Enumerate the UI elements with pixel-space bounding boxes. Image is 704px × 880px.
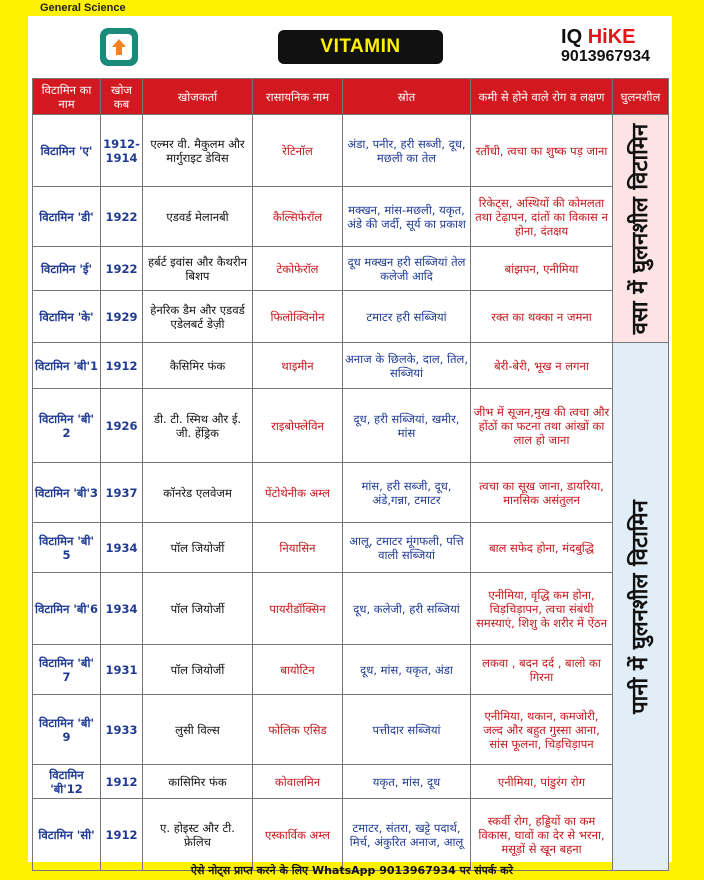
cell-src: आलू, टमाटर मूंगफली, पत्ति वाली सब्जियां [343, 523, 471, 573]
cell-year: 1912-1914 [101, 115, 143, 187]
arrow-up-icon [106, 34, 132, 60]
cell-year: 1937 [101, 463, 143, 523]
cell-chem: थाइमीन [253, 343, 343, 389]
cell-src: दूध, मांस, यकृत, अंडा [343, 645, 471, 695]
brand-prefix: IQ [561, 26, 588, 48]
cell-disc: पॉल जियोर्जी [143, 523, 253, 573]
cell-def: रतौंधी, त्वचा का शुष्क पड़ जाना [471, 115, 613, 187]
cell-year: 1926 [101, 389, 143, 463]
cell-chem: बायोटिन [253, 645, 343, 695]
col-header: खोजकर्ता [143, 79, 253, 115]
cell-name: विटामिन 'बी' 9 [33, 695, 101, 765]
cell-chem: नियासिन [253, 523, 343, 573]
cell-year: 1922 [101, 247, 143, 291]
table-row [33, 115, 669, 187]
cell-year: 1934 [101, 523, 143, 573]
cell-chem: फोलिक एसिड [253, 695, 343, 765]
table-row [33, 799, 669, 871]
table-row [33, 463, 669, 523]
brand [561, 26, 650, 66]
cell-chem: फिलोक्विनोन [253, 291, 343, 343]
cell-def: त्वचा का सूख जाना, डायरिया, मानसिक असंतुलन [471, 463, 613, 523]
col-header: घुलनशील [613, 79, 669, 115]
table-row [33, 695, 669, 765]
table-row [33, 343, 669, 389]
cell-name: विटामिन 'बी' 7 [33, 645, 101, 695]
cell-def: बाल सफेद होना, मंदबुद्धि [471, 523, 613, 573]
cell-year: 1912 [101, 799, 143, 871]
table-row [33, 291, 669, 343]
cell-src: अनाज के छिलके, दाल, तिल, सब्जियां [343, 343, 471, 389]
cell-def: स्कर्वी रोग, हड्डियों का कम विकास, घावों का देर से भरना, मसूड़ों से खून बहना [471, 799, 613, 871]
table-row [33, 389, 669, 463]
cell-disc: एल्मर वी. मैकुलम और मार्गुराइट डेविस [143, 115, 253, 187]
cell-def: एनीमिया, पांडुरंग रोग [471, 765, 613, 799]
cell-chem: कोवालमिन [253, 765, 343, 799]
cell-def: एनीमिया, वृद्धि कम होना, चिड़चिड़ापन, त्वचा संबंधी समस्याएं, शिशु के शरीर में ऐंठन [471, 573, 613, 645]
cell-disc: पॉल जियोर्जी [143, 645, 253, 695]
top-label: General Science [40, 2, 126, 14]
col-header: रासायनिक नाम [253, 79, 343, 115]
cell-disc: ए. होइस्ट और टी. फ्रेलिच [143, 799, 253, 871]
cell-def: रिकेट्स, अस्थियों की कोमलता तथा टेढ़ापन, दांतों का विकास न होना, दंतक्षय [471, 187, 613, 247]
brand-highlight: HiKE [587, 26, 636, 48]
cell-chem: कैल्सिफेरॉल [253, 187, 343, 247]
cell-src: मांस, हरी सब्जी, दूध, अंडे,गन्ना, टमाटर [343, 463, 471, 523]
cell-disc: हेनरिक डैम और एडवर्ड एडेलबर्ट डेज़ी [143, 291, 253, 343]
cell-disc: कैसिमिर फंक [143, 343, 253, 389]
header [28, 16, 672, 76]
cell-disc: लुसी विल्स [143, 695, 253, 765]
cell-name: विटामिन 'के' [33, 291, 101, 343]
cell-disc: कासिमिर फंक [143, 765, 253, 799]
cell-year: 1929 [101, 291, 143, 343]
table-row [33, 523, 669, 573]
col-header: खोज कब [101, 79, 143, 115]
cell-def: लकवा , बदन दर्द , बालो का गिरना [471, 645, 613, 695]
cell-name: विटामिन 'डी' [33, 187, 101, 247]
table-row [33, 765, 669, 799]
cell-src: पत्तीदार सब्जियां [343, 695, 471, 765]
cell-def: एनीमिया, थकान, कमजोरी, जल्द और बहुत गुस्सा आना, सांस फूलना, चिड़चिड़ापन [471, 695, 613, 765]
table-row [33, 187, 669, 247]
vitamin-table [32, 78, 669, 871]
category-fat-soluble [613, 115, 669, 343]
cell-chem: टेकोफेरॉल [253, 247, 343, 291]
cell-year: 1934 [101, 573, 143, 645]
cell-name: विटामिन 'बी' 5 [33, 523, 101, 573]
cell-name: विटामिन 'बी' 2 [33, 389, 101, 463]
col-header: स्रोत [343, 79, 471, 115]
cell-src: टमाटर, संतरा, खट्टे पदार्थ, मिर्च, अंकुरित अनाज, आलू [343, 799, 471, 871]
cell-src: अंडा, पनीर, हरी सब्जी, दूध, मछली का तेल [343, 115, 471, 187]
table-row [33, 573, 669, 645]
brand-phone: 9013967934 [561, 48, 650, 65]
category-label: वसा में घुलनशील विटामिन [627, 123, 653, 334]
cell-name: विटामिन 'सी' [33, 799, 101, 871]
cell-name: विटामिन 'बी'3 [33, 463, 101, 523]
footer-note: ऐसे नोट्स प्राप्त करने के लिए WhatsApp 9013967934 पर संपर्क करे [190, 864, 514, 877]
cell-src: दूध, हरी सब्जियां, खमीर, मांस [343, 389, 471, 463]
cell-year: 1933 [101, 695, 143, 765]
cell-disc: एडवर्ड मेलानबी [143, 187, 253, 247]
cell-name: विटामिन 'बी'12 [33, 765, 101, 799]
logo [100, 28, 138, 66]
cell-src: मक्खन, मांस-मछली, यकृत, अंडे की जर्दी, सूर्य का प्रकाश [343, 187, 471, 247]
col-header: कमी से होने वाले रोग व लक्षण [471, 79, 613, 115]
cell-year: 1912 [101, 343, 143, 389]
cell-def: रक्त का थक्का न जमना [471, 291, 613, 343]
category-water-soluble [613, 343, 669, 871]
cell-disc: पॉल जियोर्जी [143, 573, 253, 645]
cell-chem: पायरीडॉक्सिन [253, 573, 343, 645]
cell-chem: राइबोफ्लेविन [253, 389, 343, 463]
cell-chem: पेंटोथेनीक अम्ल [253, 463, 343, 523]
cell-year: 1931 [101, 645, 143, 695]
cell-name: विटामिन 'ए' [33, 115, 101, 187]
content-card [28, 16, 672, 862]
cell-src: टमाटर हरी सब्जियां [343, 291, 471, 343]
cell-chem: रेटिनॉल [253, 115, 343, 187]
cell-src: यकृत, मांस, दूध [343, 765, 471, 799]
col-header: विटामिन का नाम [33, 79, 101, 115]
category-label: पानी में घुलनशील विटामिन [627, 499, 653, 714]
cell-name: विटामिन 'ई' [33, 247, 101, 291]
cell-def: बांझपन, एनीमिया [471, 247, 613, 291]
cell-disc: डी. टी. स्मिथ और ई. जी. हेंड्रिक [143, 389, 253, 463]
cell-year: 1912 [101, 765, 143, 799]
cell-chem: एस्कार्विक अम्ल [253, 799, 343, 871]
cell-src: दूध मक्खन हरी सब्जियां तेल कलेजी आदि [343, 247, 471, 291]
cell-def: जीभ में सूजन,मुख की त्वचा और होंठों का फटना तथा आंखों का लाल हो जाना [471, 389, 613, 463]
cell-disc: हर्बर्ट इवांस और कैथरीन बिशप [143, 247, 253, 291]
cell-def: बेरी-बेरी, भूख न लगना [471, 343, 613, 389]
table-row [33, 645, 669, 695]
table-header [33, 79, 669, 115]
cell-year: 1922 [101, 187, 143, 247]
page-title: VITAMIN [278, 30, 443, 64]
cell-disc: कॉनरेड एलवेजम [143, 463, 253, 523]
cell-name: विटामिन 'बी'1 [33, 343, 101, 389]
cell-src: दूध, कलेजी, हरी सब्जियां [343, 573, 471, 645]
cell-name: विटामिन 'बी'6 [33, 573, 101, 645]
table-row [33, 247, 669, 291]
